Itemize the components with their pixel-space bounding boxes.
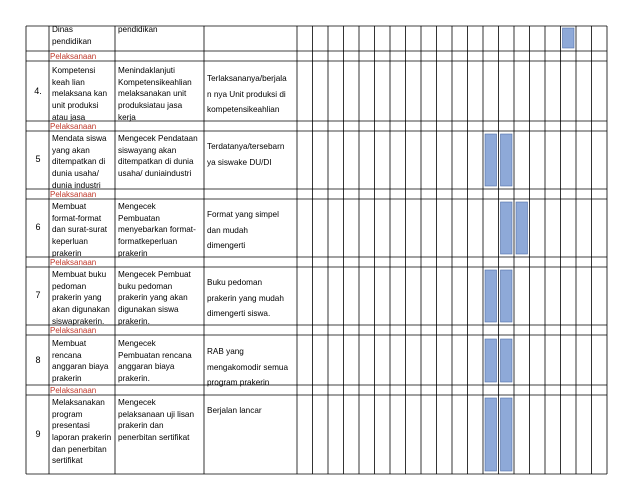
schedule-bar [501, 339, 513, 382]
schedule-bar [485, 339, 497, 382]
row-number: 8 [35, 354, 41, 365]
schedule-bar [501, 202, 513, 254]
pelaksanaan-label: Pelaksanaan [50, 385, 97, 395]
schedule-bar [501, 134, 513, 186]
kegiatan-text: Membuat buku pedoman prakerin yang akan digunakan siswaprakerin. [52, 270, 110, 326]
pelaksanaan-label: Pelaksanaan [50, 189, 97, 199]
hasil-text: Format yang simpel dan mudah dimengerti [207, 210, 279, 251]
indikator-text: Mengecek Pembuat buku pedoman prakerin yang akan digunakan siswa prakerin. [118, 270, 191, 326]
indikator-text: Mengecek pelaksanaan uji lisan prakerin dan penerbitan sertifikat [118, 398, 195, 442]
kegiatan-text: Membuat format-format dan surat-surat keperluan prakerin [52, 202, 108, 258]
kegiatan-text: Kompetensi keah lian melaksana kan unit produksi atau jasa [52, 66, 108, 122]
pelaksanaan-label: Pelaksanaan [50, 257, 97, 267]
hasil-text: Buku pedoman prakerin yang mudah dimengerti siswa. [207, 278, 284, 319]
indikator-text: Mengecek Pembuatan rencana anggaran biaya prakerin. [118, 339, 192, 383]
schedule-bar [501, 270, 513, 322]
pelaksanaan-label: Pelaksanaan [50, 51, 97, 61]
hasil-text: RAB yang mengakomodir semua program prakerin [207, 347, 289, 388]
schedule-bar [501, 398, 513, 471]
row-number: 9 [35, 428, 41, 439]
row-number: 7 [35, 290, 41, 300]
indikator-text: pendidikan [118, 25, 158, 34]
schedule-bar [485, 134, 497, 186]
indikator-text: Mengecek Pembuatan menyebarkan format- formatkeperluan prakerin [118, 202, 196, 258]
hasil-text: Berjalan lancar [207, 406, 262, 415]
kegiatan-text: Melaksanakan program presentasi laporan prakerin dan penerbitan sertifikat [52, 398, 112, 466]
hasil-text: Terlaksananya/berjala n nya Unit produksi di kompetensikeahlian [207, 74, 287, 115]
pelaksanaan-label: Pelaksanaan [50, 325, 97, 335]
schedule-bar [485, 270, 497, 322]
indikator-text: Menindaklanjuti Kompetensikeahlian melaksanakan unit produksiatau jasa kerja [118, 66, 192, 122]
kegiatan-text: Membuat rencana anggaran biaya prakerin [52, 339, 109, 383]
kegiatan-text: Dinas pendidikan [52, 25, 92, 46]
schedule-bar [563, 28, 575, 48]
row-number: 6 [35, 222, 41, 232]
kegiatan-text: Mendata siswa yang akan ditempatkan di dunia usaha/ dunia industri [52, 134, 107, 190]
hasil-text: Terdatanya/tersebarn ya siswake DU/DI [207, 142, 285, 167]
schedule-bar [485, 398, 497, 471]
schedule-bar [516, 202, 528, 254]
row-number: 4. [34, 86, 42, 96]
pelaksanaan-label: Pelaksanaan [50, 121, 97, 131]
indikator-text: Mengecek Pendataan siswayang akan ditempatkan di dunia usaha/ duniaindustri [118, 134, 198, 178]
row-number: 5 [35, 154, 41, 164]
